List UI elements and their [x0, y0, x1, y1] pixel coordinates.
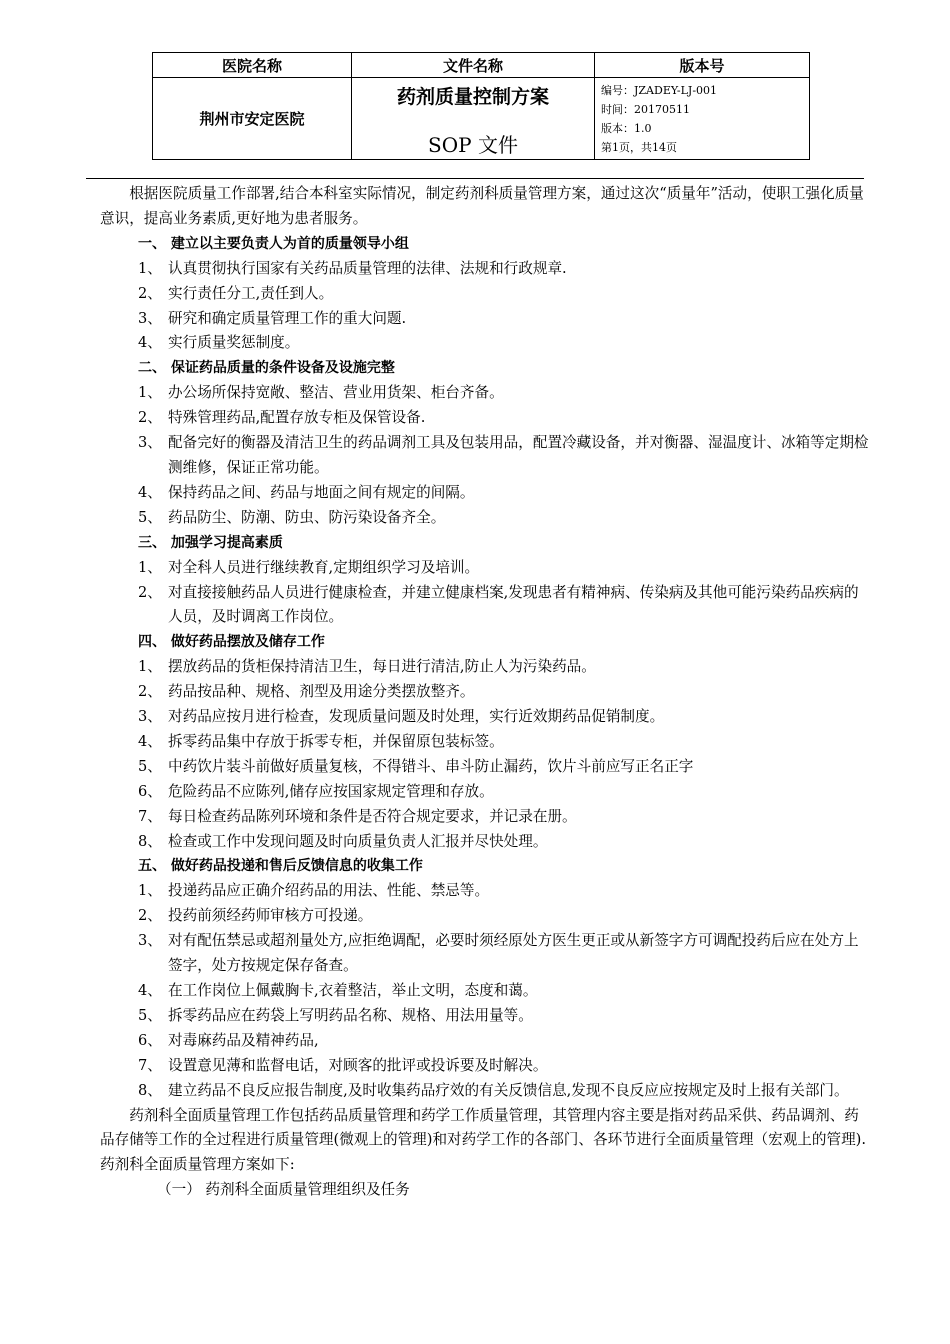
list-item-number: 5、: [138, 1006, 162, 1024]
list-item: [100, 1004, 870, 1029]
list-item: [100, 705, 870, 730]
subsection-heading: （一） 药剂科全面质量管理组织及任务: [157, 1181, 410, 1199]
list-item-number: 1、: [138, 384, 162, 402]
list-item-number: 6、: [138, 782, 162, 800]
list-item-text: 中药饮片装斗前做好质量复核，不得错斗、串斗防止漏药，饮片斗前应写正名正字: [168, 757, 694, 775]
list-item: [100, 282, 870, 307]
section-heading: 四、 做好药品摆放及储存工作: [138, 634, 325, 651]
list-item-number: 3、: [138, 434, 162, 452]
list-item: [100, 805, 870, 830]
list-item-number: 1、: [138, 558, 162, 576]
list-item: [100, 830, 870, 855]
list-item-text: 对全科人员进行继续教育,定期组织学习及培训。: [168, 558, 480, 576]
version-info-cell: [595, 78, 810, 160]
list-item: [100, 556, 870, 581]
section-heading: 三、 加强学习提高素质: [138, 534, 283, 551]
list-item: [100, 431, 870, 481]
list-item: [100, 929, 870, 979]
list-item-text: 对有配伍禁忌或超剂量处方,应拒绝调配，必要时须经原处方医生更正或从新签字方可调配投药后应在处方上签字，处方按规定保存备查。: [168, 932, 859, 975]
list-item-number: 2、: [138, 284, 162, 302]
list-item: [100, 904, 870, 929]
list-item-text: 对毒麻药品及精神药品,: [168, 1031, 319, 1049]
list-item-text: 对直接接触药品人员进行健康检查，并建立健康档案,发现患者有精神病、传染病及其他可能污染药品疾病的人员，及时调离工作岗位。: [168, 583, 859, 626]
list-item-text: 药品防尘、防潮、防虫、防污染设备齐全。: [168, 508, 446, 526]
section-heading: 二、 保证药品质量的条件设备及设施完整: [138, 360, 395, 377]
header-version-label: 版本号: [595, 53, 810, 78]
hospital-name: 荆州市安定医院: [153, 78, 352, 160]
list-item-number: 4、: [138, 483, 162, 501]
list-item-number: 8、: [138, 832, 162, 850]
list-item: [100, 406, 870, 431]
list-item: [100, 1079, 870, 1104]
list-item-text: 对药品应按月进行检查，发现质量问题及时处理，实行近效期药品促销制度。: [168, 708, 665, 726]
list-item-text: 研究和确定质量管理工作的重大问题.: [168, 309, 407, 327]
list-item: [100, 331, 870, 356]
header-hospital-label: 医院名称: [153, 53, 352, 78]
list-item-text: 办公场所保持宽敞、整洁、营业用货架、柜台齐备。: [168, 384, 504, 402]
list-item: [100, 307, 870, 332]
list-item: [100, 1054, 870, 1079]
document-body: [100, 182, 870, 1203]
list-item-text: 实行责任分工,责任到人。: [168, 284, 334, 302]
header-divider: [86, 178, 864, 179]
document-header-table: [152, 52, 810, 160]
list-item-text: 实行质量奖惩制度。: [168, 334, 300, 352]
list-item: [100, 730, 870, 755]
list-item-number: 8、: [138, 1081, 162, 1099]
list-item: [100, 780, 870, 805]
list-item: [100, 481, 870, 506]
list-item: [100, 581, 870, 631]
list-item-number: 2、: [138, 907, 162, 925]
list-item: [100, 879, 870, 904]
list-item-text: 投药前须经药师审核方可投递。: [168, 907, 373, 925]
list-item-number: 6、: [138, 1031, 162, 1049]
page-count: 第1页，共14页: [601, 140, 677, 154]
list-item-text: 特殊管理药品,配置存放专柜及保管设备.: [168, 409, 426, 427]
list-item-number: 7、: [138, 807, 162, 825]
sections-container: [100, 232, 870, 1104]
list-item-text: 配备完好的衡器及清洁卫生的药品调剂工具及包装用品，配置冷藏设备，并对衡器、湿温度计、冰箱等定期检测维修，保证正常功能。: [168, 434, 869, 476]
list-item-number: 5、: [138, 757, 162, 775]
list-item-text: 危险药品不应陈列,储存应按国家规定管理和存放。: [168, 782, 494, 800]
list-item-text: 认真贯彻执行国家有关药品质量管理的法律、法规和行政规章.: [168, 259, 567, 277]
document-title: 药剂质量控制方案: [396, 85, 549, 108]
document-code: 编号：JZADEY-LJ-001: [601, 83, 718, 97]
document-subtitle: SOP 文件: [428, 132, 518, 157]
list-item-number: 1、: [138, 658, 162, 676]
list-item-number: 2、: [138, 583, 162, 601]
list-item-text: 摆放药品的货柜保持清洁卫生，每日进行清洁,防止人为污染药品。: [168, 658, 596, 676]
list-item: [100, 680, 870, 705]
section-heading: 五、 做好药品投递和售后反馈信息的收集工作: [138, 858, 423, 875]
list-item-number: 5、: [138, 508, 162, 526]
intro-paragraph: 根据医院质量工作部署,结合本科室实际情况，制定药剂科质量管理方案，通过这次“质量年”活动，使职工强化质量意识，提高业务素质,更好地为患者服务。: [100, 185, 864, 227]
list-item-number: 4、: [138, 334, 162, 352]
header-docname-label: 文件名称: [352, 53, 595, 78]
list-item-number: 3、: [138, 309, 162, 327]
section-heading: 一、 建立以主要负责人为首的质量领导小组: [138, 235, 409, 252]
list-item: [100, 381, 870, 406]
list-item-number: 2、: [138, 409, 162, 427]
list-item-text: 在工作岗位上佩戴胸卡,衣着整洁，举止文明，态度和蔼。: [168, 982, 538, 999]
list-item-number: 1、: [138, 882, 162, 900]
list-item: [100, 655, 870, 680]
list-item-text: 拆零药品集中存放于拆零专柜，并保留原包装标签。: [168, 732, 504, 750]
list-item-text: 检查或工作中发现问题及时向质量负责人汇报并尽快处理。: [168, 832, 548, 850]
list-item-number: 4、: [138, 732, 162, 750]
list-item: [100, 506, 870, 531]
list-item-number: 2、: [138, 683, 162, 701]
list-item-number: 4、: [138, 982, 162, 999]
list-item: [100, 257, 870, 282]
list-item: [100, 979, 870, 1004]
list-item-number: 3、: [138, 708, 162, 726]
list-item-text: 设置意见薄和监督电话，对顾客的批评或投诉要及时解决。: [168, 1056, 548, 1074]
list-item-number: 1、: [138, 259, 162, 277]
closing-paragraph: 药剂科全面质量管理工作包括药品质量管理和药学工作质量管理，其管理内容主要是指对药品采供、药品调剂、药品存储等工作的全过程进行质量管理(微观上的管理)和对药学工作的各部门、各环节进行全面质量管理（宏观上的管理).药剂科全面质量管理方案如下:: [100, 1106, 867, 1174]
document-name-cell: [352, 78, 595, 160]
list-item: [100, 1029, 870, 1054]
document-version: 版本：1.0: [601, 121, 652, 135]
list-item-text: 建立药品不良反应报告制度,及时收集药品疗效的有关反馈信息,发现不良反应应按规定及时上报有关部门。: [168, 1081, 849, 1099]
document-date: 时间：20170511: [601, 102, 690, 116]
list-item: [100, 755, 870, 780]
list-item-text: 投递药品应正确介绍药品的用法、性能、禁忌等。: [168, 882, 490, 900]
list-item-text: 保持药品之间、药品与地面之间有规定的间隔。: [168, 483, 475, 501]
list-item-number: 3、: [138, 932, 162, 950]
list-item-number: 7、: [138, 1056, 162, 1074]
list-item-text: 药品按品种、规格、剂型及用途分类摆放整齐。: [168, 683, 475, 701]
list-item-text: 每日检查药品陈列环境和条件是否符合规定要求，并记录在册。: [168, 807, 577, 825]
list-item-text: 拆零药品应在药袋上写明药品名称、规格、用法用量等。: [168, 1006, 533, 1024]
